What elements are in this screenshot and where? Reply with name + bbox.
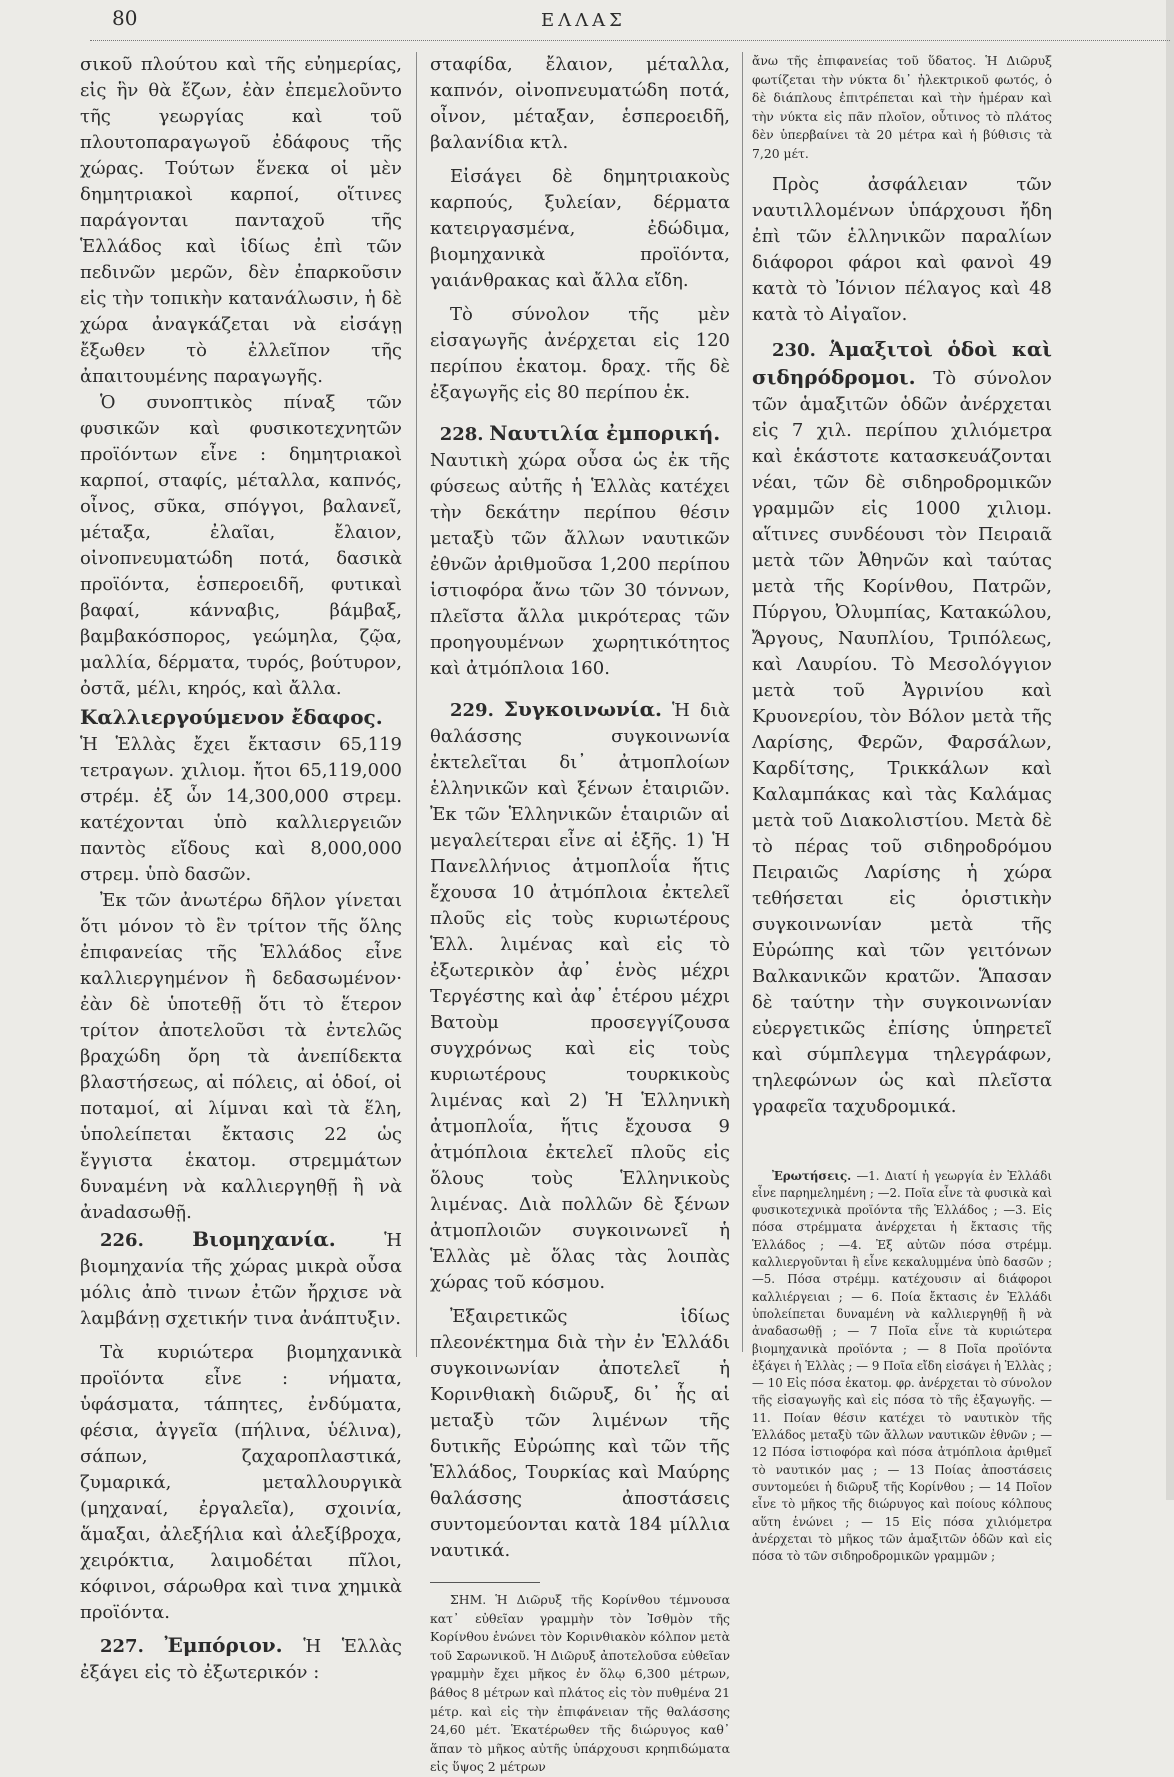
- section-text: Τὸ σύνολον τῶν ἁμαξιτῶν ὁδῶν ἀνέρχεται εἰς 7 χιλ. περίπου χιλιόμετρα καὶ ἑκάστοτε κατασκευάζονται νέαι, τῶν δὲ σιδηροδρομικῶν γραμμῶν εἰς 1000 χιλιομ. αἵτινες συνδέουσι τὸν Πειραιᾶ μετὰ τῶν Ἀθηνῶν καὶ ταύτας μετὰ τῆς Κορίνθου, Πατρῶν, Πύργου, Ὀλυμπίας, Κατακώλου, Ἄργους, Ναυπλίου, Τριπόλεως, καὶ Λαυρίου. Τὸ Μεσολόγγιον μετὰ τοῦ Ἀγρινίου καὶ Κρυονερίου, τὸν Βόλον μετὰ τῆς Λαρίσης, Φερῶν, Φαρσάλων, Καρδίτσης, Τρικκάλων καὶ Καλαμπάκας καὶ τὰς Καλάμας μετὰ τοῦ Διακολιστίου. Μετὰ δὲ τὸ πέρας τοῦ σιδηροδρόμου Πειραιῶς Λαρίσης ἡ χώρα τεθήσεται εἰς ὁριστικὴν συγκοινωνίαν μετὰ τῆς Εὐρώπης καὶ τῶν γειτόνων Βαλκανικῶν κρατῶν. Ἅπασαν δὲ ταύτην τὴν συγκοινωνίαν εὐεργετικῶς ἐπίσης ὑπηρετεῖ καὶ σύμπλεγμα τηλεγράφων, τηλεφώνων ὡς καὶ πλεῖστα γραφεῖα ταχυδρομικά.: [752, 367, 1052, 1117]
- section-title: Συγκοινωνία.: [503, 697, 662, 721]
- paragraph: Ὁ συνοπτικὸς πίναξ τῶν φυσικῶν καὶ φυσικοτεχνητῶν προϊόντων εἶνε : δημητριακοὶ καρποί, σταφίς, μέταλλα, καπνός, οἶνος, σῦκα, σπόγγοι, βαλανεῖ, μέταξα, ἐλαῖαι, ἔλαιον, οἰνοπνευματώδη ποτά, δασικὰ προϊόντα, ἑσπεροειδῆ, φυτικαὶ βαφαί, κάνναβις, βάμβαξ, βαμβακόσπορος, γεώμηλα, ζῷα, μαλλία, δέρματα, τυρός, βούτυρον, ὀστᾶ, μέλι, κηρός, καὶ ἄλλα.: [80, 392, 402, 699]
- questions: [752, 1168, 1052, 1566]
- section-heading: [80, 704, 402, 732]
- questions-label: Ἐρωτήσεις.: [772, 1168, 852, 1183]
- page-number: 80: [112, 6, 138, 30]
- running-head: ΕΛΛΑΣ: [541, 10, 626, 31]
- column-2: [430, 52, 730, 1777]
- paragraph: Ἐκ τῶν ἀνωτέρω δῆλον γίνεται ὅτι μόνον τὸ ἓν τρίτον τῆς ὅλης ἐπιφανείας τῆς Ἑλλάδος εἶνε καλλιεργημένον ἢ δεδασωμένον· ἐὰν δὲ ὑποτεθῇ ὅτι τὸ ἕτερον τρίτον ἀποτελοῦσι τὰ ἐντελῶς βραχώδη ὄρη τὰ ἀνεπίδεκτα βλαστήσεως, αἱ πόλεις, αἱ ὁδοί, οἱ ποταμοί, αἱ λίμναι καὶ τὰ ἕλη, ὑπολείπεται ἔκτασις 22 ὡς ἔγγιστα ἑκατομ. στρεμμάτων δυναμένη νὰ καλλιεργηθῇ ἢ νὰ ἀνadασωθῇ.: [80, 890, 402, 1223]
- paragraph: σταφίδα, ἔλαιον, μέταλλα, καπνόν, οἰνοπνευματώδη ποτά, οἶνον, μέταξαν, ἑσπεροειδῆ, βαλανίδια κτλ.: [430, 54, 730, 153]
- section-number: 230.: [772, 339, 816, 361]
- column-3: [752, 52, 1052, 1565]
- section-title: Ἐμπόριον.: [164, 1633, 283, 1657]
- questions-text: —1. Διατί ἡ γεωργία ἐν Ἑλλάδι εἶνε παρημελημένη ; —2. Ποῖα εἶνε τὰ φυσικὰ καὶ φυσικοτεχνικὰ προϊόντα τῆς Ἑλλάδος ; —3. Εἰς πόσα στρέμματα ἀνέρχεται ἡ ἔκτασις τῆς Ἑλλάδος ; —4. Ἐξ αὐτῶν πόσα στρέμμ. καλλιεργοῦνται ἢ εἶνε κεκαλυμμένα ὑπὸ δασῶν ; —5. Πόσα στρέμμ. κατέχουσιν αἱ διάφοροι καλλιέργειαι ; — 6. Ποία ἔκτασις ἐν Ἑλλάδι ὑπολείπεται δυναμένη νὰ καλλιεργηθῇ ἢ νὰ ἀναδασωθῇ ; — 7 Ποῖα εἶνε τὰ κυριώτερα βιομηχανικὰ προϊόντα ; — 8 Ποῖα προϊόντα ἐξάγει ἡ Ἑλλὰς ; — 9 Ποῖα εἴδη εἰσάγει ἡ Ἑλλὰς ; — 10 Εἰς πόσα ἑκατομ. φρ. ἀνέρχεται τὸ σύνολον τῆς εἰσαγωγῆς καὶ εἰς πόσα τὸ τῆς ἐξαγωγῆς. — 11. Ποίαν θέσιν κατέχει τὸ ναυτικὸν τῆς Ἑλλάδος μεταξὺ τῶν ἄλλων ναυτικῶν ἐθνῶν ; — 12 Πόσα ἱστιοφόρα καὶ πόσα ἀτμόπλοια ἀριθμεῖ τὸ ναυτικόν μας ; — 13 Ποίας ἀποστάσεις συντομεύει ἡ διῶρυξ τῆς Κορίνθου ; — 14 Ποῖον εἶνε τὸ μῆκος τῆς διώρυγος καὶ ποίους κόλπους αὕτη ἑνώνει ; — 15 Εἰς πόσα χιλιόμετρα ἀνέρχεται τὸ μῆκος τῶν ἁμαξιτῶν ὁδῶν καὶ εἰς πόσα τὸ τῶν σιδηροδρομικῶν γραμμῶν ;: [752, 1168, 1052, 1564]
- column-1: [80, 52, 402, 1686]
- paragraph: Τὰ κυριώτερα βιομηχανικὰ προϊόντα εἶνε : νήματα, ὑφάσματα, τάπητες, ἐνδύματα, φέσια, ἀγγεῖα (πήλινα, ὑέλινα), σάπων, ζαχαροπλαστικά, ζυμαρικά, μεταλλουργικὰ (μηχαναί, ἐργαλεῖα), σχοινία, ἅμαξαι, ἀλεξήλια καὶ ἀλεξίβροχα, χειρόκτια, λαιμοδέται πῖλοι, κόφινοι, σάρωθρα καὶ τινα χημικὰ προϊόντα.: [80, 1342, 402, 1623]
- column-rule: [416, 52, 417, 1357]
- section-number: 229.: [450, 700, 494, 721]
- section-text: Ἡ διὰ θαλάσσης συγκοινωνία ἐκτελεῖται δι᾿ ἀτμοπλοίων ἑλληνικῶν καὶ ξένων ἑταιριῶν. Ἐκ τῶν Ἑλληνικῶν ἑταιριῶν αἱ μεγαλείτεραι εἶνε αἱ ἑξῆς. 1) Ἡ Πανελλήνιος ἀτμοπλοΐα ἥτις ἔχουσα 10 ἀτμόπλοια ἐκτελεῖ πλοῦς εἰς τοὺς κυριωτέρους Ἑλλ. λιμένας καὶ εἰς τὸ ἐξωτερικὸν ἀφ᾿ ἑνὸς μέχρι Τεργέστης καὶ ἀφ᾿ ἑτέρου μέχρι Βατοὺμ προσεγγίζουσα συγχρόνως καὶ εἰς τοὺς κυριωτέρους τουρκικοὺς λιμένας καὶ 2) Ἡ Ἑλληνικὴ ἀτμοπλοΐα, ἥτις ἔχουσα 9 ἀτμόπλοια ἐκτελεῖ πλοῦς εἰς ὅλους τοὺς Ἑλληνικοὺς λιμένας. Διὰ πολλῶν δὲ ξένων ἀτμοπλοιῶν συγκοινωνεῖ ἡ Ἑλλὰς μὲ ὅλας τὰς λοιπὰς χώρας τοῦ κόσμου.: [430, 700, 730, 1293]
- paragraph: Εἰσάγει δὲ δημητριακοὺς καρπούς, ξυλείαν, δέρματα κατειργασμένα, ἐδώδιμα, βιομηχανικὰ προϊόντα, γαιάνθρακας καὶ ἄλλα εἴδη.: [430, 166, 730, 291]
- section-230: [752, 336, 1052, 1120]
- paragraph: Ναυτικὴ χώρα οὖσα ὡς ἐκ τῆς φύσεως αὐτῆς ἡ Ἑλλὰς κατέχει τὴν δεκάτην περίπου θέσιν μεταξὺ τῶν ἄλλων ναυτικῶν ἐθνῶν ἀριθμοῦσα 1,200 περίπου ἱστιοφόρα ἄνω τῶν 30 τόννων, πλεῖστα ἄλλα μικρότερας τῶν προηγουμένων χωρητικότητος καὶ ἀτμόπλοια 160.: [430, 450, 730, 679]
- section-226: [80, 1226, 402, 1332]
- paragraph: Ἐξαιρετικῶς ἰδίως πλεονέκτημα διὰ τὴν ἐν Ἑλλάδι συγκοινωνίαν ἀποτελεῖ ἡ Κορινθιακὴ διῶρυξ, δι᾿ ἧς αἱ μεταξὺ τῶν λιμένων τῆς δυτικῆς Εὐρώπης καὶ τῶν τῆς Ἑλλάδος, Τουρκίας καὶ Μαύρης θαλάσσης ἀποστάσεις συντομεύονται κατὰ 184 μίλλια ναυτικά.: [430, 1306, 730, 1561]
- section-228-heading: [430, 420, 730, 448]
- heading-title: Καλλιεργούμενον ἔδαφος.: [80, 705, 383, 729]
- page-edge: [1166, 0, 1174, 1500]
- paragraph: Τὸ σύνολον τῆς μὲν εἰσαγωγῆς ἀνέρχεται εἰς 120 περίπου ἑκατομ. δραχ. τῆς δὲ ἐξαγωγῆς εἰς 80 περίπου ἑκ.: [430, 304, 730, 403]
- paragraph: Ἡ Ἑλλὰς ἔχει ἔκτασιν 65,119 τετραγων. χιλιομ. ἤτοι 65,119,000 στρέμ. ἐξ ὧν 14,300,000 στρεμ. κατέχονται ὑπὸ καλλιεργειῶν παντὸς εἴδους καὶ 8,000,000 στρεμ. ὑπὸ δασῶν.: [80, 734, 402, 885]
- section-227: [80, 1632, 402, 1686]
- section-number: 227.: [100, 1636, 144, 1657]
- header-rule: [90, 40, 1170, 41]
- section-title: Ἁμαξιτοὶ ὁδοὶ καὶ σιδηρόδρομοι.: [752, 336, 1052, 389]
- footnote: ΣΗΜ. Ἡ Διῶρυξ τῆς Κορίνθου τέμνουσα κατ᾿ εὐθεῖαν γραμμὴν τὸν Ἰσθμὸν τῆς Κορίνθου ἑνώνει τὸν Κορινθιακὸν κόλπον μετὰ τοῦ Σαρωνικοῦ. Ἡ Διῶρυξ ἀποτελοῦσα εὐθεῖαν γραμμὴν ἔχει μῆκος ἐν ὅλῳ 6,300 μέτρων, βάθος 8 μέτρων καὶ πλάτος εἰς τὸν πυθμένα 21 μέτρ. καὶ εἰς τὴν ἐπιφάνειαν τῆς θαλάσσης 24,60 μέτ. Ἑκατέρωθεν τῆς διώρυγος καθ᾿ ἅπαν τὸ μῆκος αὐτῆς ὑπάρχουσι κρηπιδώματα εἰς ὕψος 2 μέτρων: [430, 1592, 730, 1775]
- section-number: 226.: [100, 1230, 144, 1251]
- section-text: Ἡ Ἑλλὰς ἐξάγει εἰς τὸ ἐξωτερικόν :: [80, 1636, 402, 1683]
- footnote-continued: ἄνω τῆς ἐπιφανείας τοῦ ὕδατος. Ἡ Διῶρυξ φωτίζεται τὴν νύκτα δι᾿ ἠλεκτρικοῦ φωτός, ὁ δὲ διάπλους ἐπιτρέπεται καὶ τὴν ἡμέραν καὶ τὴν νύκτα εἰς πᾶν πλοῖον, οὗτινος τὸ πλάτος δὲν ὑπερβαίνει τὰ 20 μέτρα καὶ ἡ βύθισις τὰ 7,20 μέτ.: [752, 53, 1052, 161]
- paragraph: σικοῦ πλούτου καὶ τῆς εὐημερίας, εἰς ἣν θὰ ἔζων, ἐὰν ἐπεμελοῦντο τῆς γεωργίας καὶ τοῦ πλουτοπαραγωγοῦ ἐδάφους τῆς χώρας. Τούτων ἕνεκα οἱ μὲν δημητριακοὶ καρποί, οἵτινες παράγονται πανταχοῦ τῆς Ἑλλάδος καὶ ἰδίως ἐπὶ τῶν πεδινῶν μερῶν, δὲν ἐπαρκοῦσιν εἰς τὴν τοπικὴν κατανάλωσιν, ἡ δὲ χώρα ἀναγκάζεται νὰ εἰσάγῃ ἔξωθεν τὸ ἐλλεῖπον τῆς ἀπαιτουμένης παραγωγῆς.: [80, 54, 402, 387]
- footnote-rule: [430, 1582, 540, 1583]
- section-title: Βιομηχανία.: [192, 1227, 336, 1251]
- section-title: Ναυτιλία ἐμπορική.: [489, 421, 721, 445]
- paragraph: Πρὸς ἀσφάλειαν τῶν ναυτιλλομένων ὑπάρχουσι ἤδη ἐπὶ τῶν ἑλληνικῶν παραλίων διάφοροι φάροι καὶ φανοὶ 49 κατὰ τὸ Ἰόνιον πέλαγος καὶ 48 κατὰ τὸ Αἰγαῖον.: [752, 173, 1052, 325]
- column-rule: [742, 52, 743, 1352]
- section-number: 228.: [439, 424, 484, 445]
- section-text: Ἡ βιομηχανία τῆς χώρας μικρὰ οὖσα μόλις ἀπὸ τινων ἐτῶν ἤρχισε νὰ λαμβάνῃ σχετικήν τινα ἀνάπτυξιν.: [80, 1230, 402, 1329]
- section-229: [430, 696, 730, 1296]
